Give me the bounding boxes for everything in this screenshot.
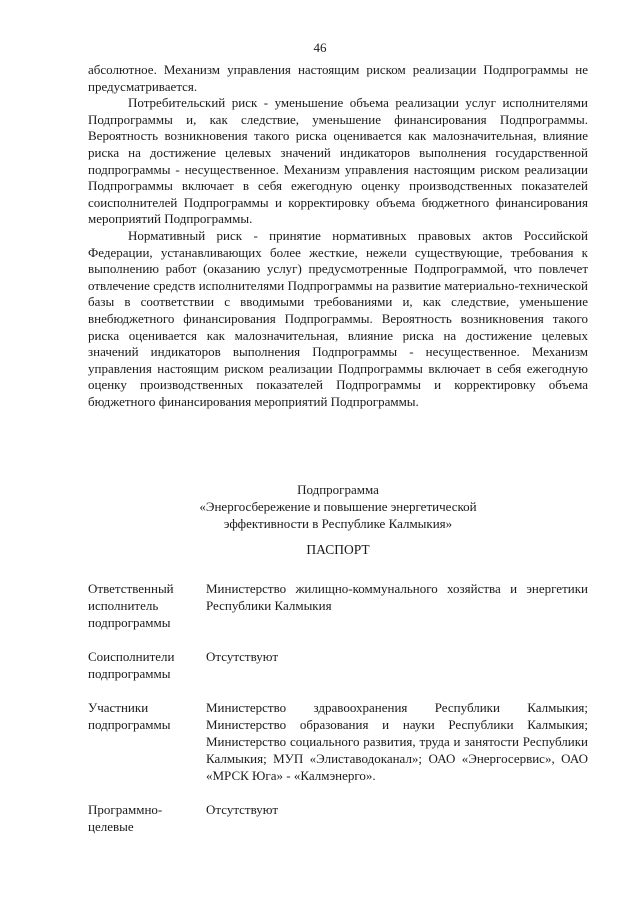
passport-title: ПАСПОРТ [306, 542, 370, 557]
passport-row-responsible [88, 580, 588, 631]
passport-row-participants [88, 699, 588, 784]
subprogram-heading: Подпрограмма [297, 482, 379, 497]
subprogram-title-line-1: «Энергосбережение и повышение энергетической [199, 499, 477, 514]
passport-row-program-target [88, 801, 588, 835]
paragraph-mechanism-end: абсолютное. Механизм управления настоящим риском реализации Подпрограммы не предусматривается. [88, 62, 588, 94]
passport-table [88, 580, 588, 852]
passport-row-co-executors [88, 648, 588, 682]
subprogram-title-line-2: эффективности в Республике Калмыкия» [223, 516, 453, 531]
passport-row-label: Программно-целевые [88, 802, 163, 834]
passport-row-value: Министерство здравоохранения Республики Калмыкия; Министерство образования и науки Республики Калмыкия; Министерство социального развития, труда и занятости Республики Калмыкия; МУП «Элиставодоканал»; ОАО «Энергосервис», ОАО «МРСК Юга» - «Калмэнерго». [206, 700, 588, 783]
passport-row-value: Отсутствуют [206, 649, 279, 664]
passport-row-value: Отсутствуют [206, 802, 279, 817]
passport-row-label: Ответственный исполнитель подпрограммы [88, 581, 174, 630]
passport-row-value: Министерство жилищно-коммунального хозяйства и энергетики Республики Калмыкия [206, 581, 588, 613]
page-number: 46 [313, 40, 327, 55]
passport-row-label: Участники подпрограммы [88, 700, 171, 732]
body-text [88, 62, 588, 410]
paragraph-regulatory-risk: Нормативный риск - принятие нормативных правовых актов Российской Федерации, устанавливающих более жесткие, нежели существующие, требования к выполнению работ (оказанию услуг) предусмотренные Подпрограммой, что повлечет отвлечение средств исполнителями Подпрограммы на развитие материально-технической базы в соответствии с вводимыми требованиями и, как следствие, уменьшение внебюджетного финансирования Подпрограммы. Вероятность возникновения такого риска оценивается как малозначительная, влияние риска на достижение целевых значений индикаторов выполнения Подпрограммы - несущественное. Механизм управления настоящим риском реализации Подпрограммы включает в себя ежегодную оценку производственных показателей Подпрограммы и корректировку объема бюджетного финансирования мероприятий Подпрограммы. [88, 227, 588, 409]
passport-row-label: Соисполнители подпрограммы [88, 649, 175, 681]
subprogram-heading-block [88, 481, 588, 532]
paragraph-consumer-risk: Потребительский риск - уменьшение объема реализации услуг исполнителями Подпрограммы и, как следствие, уменьшение финансирования Подпрограммы. Вероятность возникновения такого риска оценивается как малозначительная, влияние риска на достижение целевых значений индикаторов выполнения государственной подпрограммы - несущественное. Механизм управления настоящим риском реализации Подпрограммы включает в себя ежегодную оценку производственных показателей соисполнителей Подпрограммы и корректировку объема бюджетного финансирования мероприятий Подпрограммы. [88, 95, 588, 227]
